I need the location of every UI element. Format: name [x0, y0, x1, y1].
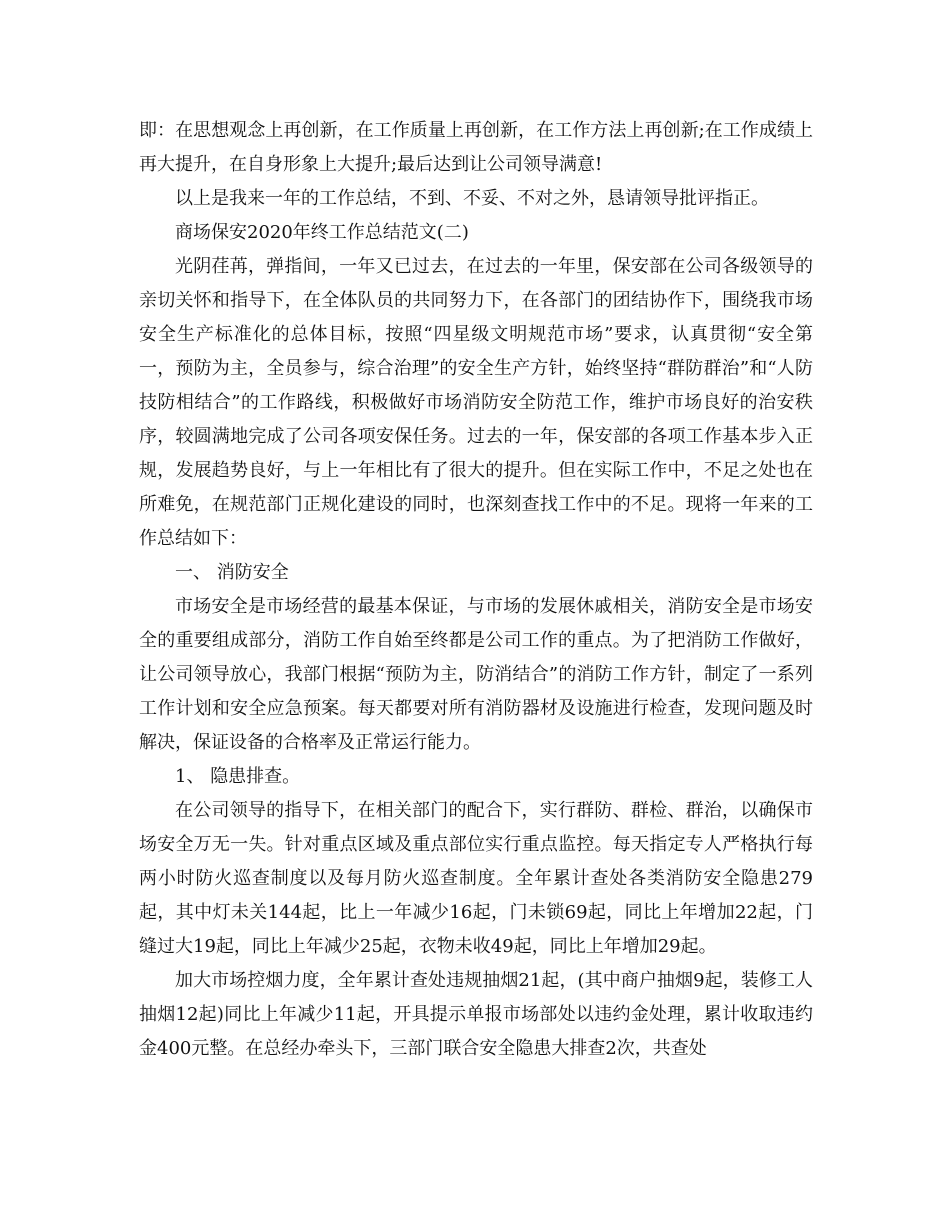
document-body	[139, 114, 813, 1066]
paragraph: 即：在思想观念上再创新，在工作质量上再创新，在工作方法上再创新;在工作成绩上再大提升，在自身形象上大提升;最后达到让公司领导满意!	[139, 120, 813, 175]
paragraph: 加大市场控烟力度，全年累计查处违规抽烟21起，(其中商户抽烟9起，装修工人抽烟12起)同比上年减少11起，开具提示单报市场部处以违约金处理，累计收取违约金400元整。在总经办牵头下，三部门联合安全隐患大排查2次，共查处	[139, 970, 813, 1059]
paragraph: 光阴荏苒，弹指间，一年又已过去，在过去的一年里，保安部在公司各级领导的亲切关怀和指导下，在全体队员的共同努力下，在各部门的团结协作下，围绕我市场安全生产标准化的总体目标，按照“四星级文明规范市场”要求，认真贯彻“安全第一，预防为主，全员参与，综合治理”的安全生产方针，始终坚持“群防群治”和“人防技防相结合”的工作路线，积极做好市场消防安全防范工作，维护市场良好的治安秩序，较圆满地完成了公司各项安保任务。过去的一年，保安部的各项工作基本步入正规，发展趋势良好，与上一年相比有了很大的提升。但在实际工作中，不足之处也在所难免，在规范部门正规化建设的同时，也深刻查找工作中的不足。现将一年来的工作总结如下：	[139, 256, 813, 549]
section-heading: 一、 消防安全	[175, 562, 289, 583]
section-title: 商场保安2020年终工作总结范文(二)	[175, 222, 469, 243]
paragraph: 在公司领导的指导下，在相关部门的配合下，实行群防、群检、群治，以确保市场安全万无一失。针对重点区域及重点部位实行重点监控。每天指定专人严格执行每两小时防火巡查制度以及每月防火巡查制度。全年累计查处各类消防安全隐患279起，其中灯未关144起，比上一年减少16起，门未锁69起，同比上年增加22起，门缝过大19起，同比上年减少25起，衣物未收49起，同比上年增加29起。	[139, 800, 813, 957]
paragraph: 以上是我来一年的工作总结，不到、不妥、不对之外，恳请领导批评指正。	[175, 188, 769, 209]
subsection-heading: 1、 隐患排查。	[175, 766, 301, 787]
paragraph: 市场安全是市场经营的最基本保证，与市场的发展休戚相关，消防安全是市场安全的重要组成部分，消防工作自始至终都是公司工作的重点。为了把消防工作做好，让公司领导放心，我部门根据“预防为主，防消结合”的消防工作方针，制定了一系列工作计划和安全应急预案。每天都要对所有消防器材及设施进行检查，发现问题及时解决，保证设备的合格率及正常运行能力。	[139, 596, 813, 753]
